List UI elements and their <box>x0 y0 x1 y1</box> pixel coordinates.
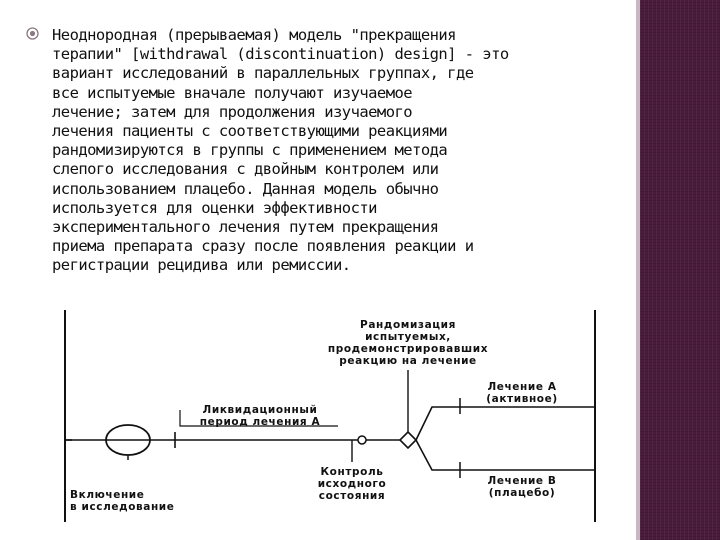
randomization-label-line: Рандомизация <box>360 319 456 331</box>
randomization-label-line: испытуемых, <box>365 331 451 343</box>
treatment-a-label-line: Лечение А <box>487 381 557 393</box>
paragraph-line: слепого исследования с двойным контролем или <box>52 160 439 179</box>
decorative-sidebar <box>640 0 720 540</box>
paragraph-line: лечения пациенты с соответствующими реакциями <box>52 122 448 141</box>
washout-label-line: Ликвидационный <box>202 404 318 416</box>
control-label-line: Контроль <box>320 466 384 478</box>
study-design-diagram <box>60 310 600 522</box>
control-label-line: исходного <box>317 478 387 490</box>
paragraph-line: регистрации рецидива или ремиссии. <box>52 256 351 275</box>
treatment-b-label-line: (плацебо) <box>488 487 556 499</box>
paragraph-line: использованием плацебо. Данная модель обычно <box>52 179 439 198</box>
circle-target-icon <box>26 27 39 40</box>
paragraph-line: все испытуемые вначале получают изучаемое <box>52 83 413 102</box>
washout-label-line: период лечения А <box>199 416 321 428</box>
washout-end-marker <box>358 436 366 444</box>
paragraph-line: приема препарата сразу после появления реакции и <box>52 237 474 256</box>
treatment-b-label-line: Лечение В <box>487 475 557 487</box>
paragraph-line: экспериментального лечения путем прекращения <box>52 218 439 237</box>
inclusion-label-line: Включение <box>70 489 145 501</box>
branch-b-line <box>416 440 595 470</box>
randomization-label-line: продемонстрировавших <box>327 343 489 355</box>
paragraph-line: рандомизируются в группы с применением метода <box>52 141 448 160</box>
control-label-line: состояния <box>318 490 386 502</box>
branch-a-line <box>416 407 595 440</box>
body-paragraph <box>52 26 632 276</box>
randomization-diamond <box>400 432 416 448</box>
paragraph-line: используется для оценки эффективности <box>52 198 377 217</box>
paragraph-line: терапии" [withdrawal (discontinuation) design] - это <box>52 45 509 64</box>
paragraph-line: лечение; затем для продолжения изучаемого <box>52 102 413 121</box>
randomization-label-line: реакцию на лечение <box>339 355 477 367</box>
paragraph-line: Неоднородная (прерываемая) модель "прекращения <box>52 26 456 44</box>
inclusion-label-line: в исследование <box>70 501 175 513</box>
paragraph-line: вариант исследований в параллельных группах, где <box>52 64 474 83</box>
treatment-a-label-line: (активное) <box>486 393 558 405</box>
